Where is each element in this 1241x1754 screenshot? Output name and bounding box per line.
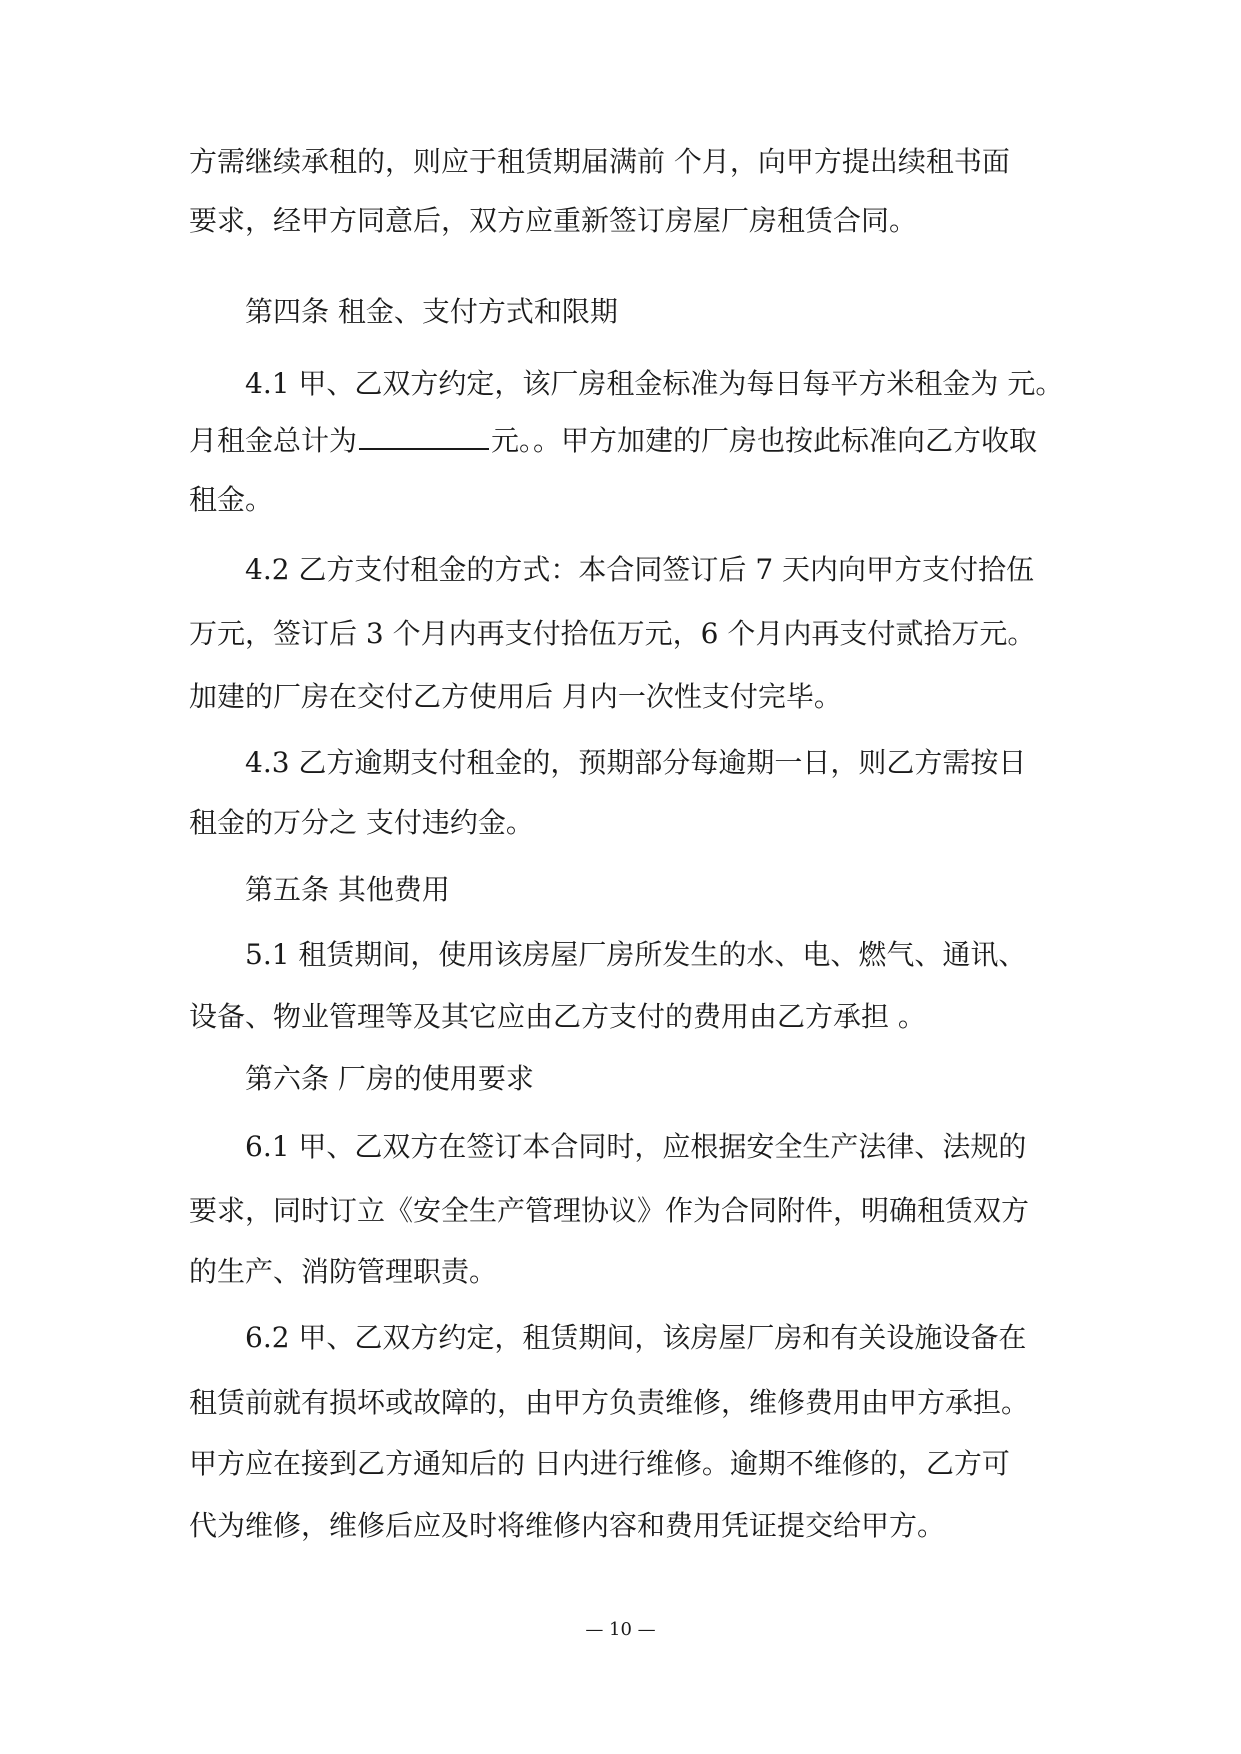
paragraph-line: 万元，签订后 3 个月内再支付拾伍万元，6 个月内再支付贰拾万元。 — [189, 617, 1036, 650]
paragraph-line: 4.3 乙方逾期支付租金的，预期部分每逾期一日，则乙方需按日 — [245, 746, 1027, 779]
paragraph-line: 租金的万分之 支付违约金。 — [189, 806, 534, 839]
paragraph-line: 设备、物业管理等及其它应由乙方支付的费用由乙方承担 。 — [189, 1000, 926, 1033]
line-text: 元。。甲方加建的厂房也按此标准向乙方收取 — [491, 424, 1038, 457]
paragraph-line — [189, 420, 1037, 460]
paragraph-line: 6.1 甲、乙双方在签订本合同时，应根据安全生产法律、法规的 — [245, 1130, 1027, 1163]
line-text: 月租金总计为 — [189, 424, 358, 457]
fill-in-blank — [359, 420, 489, 450]
section-heading-5: 第五条 其他费用 — [245, 873, 450, 906]
paragraph-line: 4.2 乙方支付租金的方式：本合同签订后 7 天内向甲方支付拾伍 — [245, 553, 1035, 586]
page-number: — 10 — — [585, 1619, 656, 1640]
paragraph-line: 要求，同时订立《安全生产管理协议》作为合同附件，明确租赁双方 — [189, 1194, 1030, 1227]
section-heading-6: 第六条 厂房的使用要求 — [245, 1062, 534, 1095]
paragraph-line: 租金。 — [189, 483, 274, 516]
paragraph-line: 6.2 甲、乙双方约定，租赁期间，该房屋厂房和有关设施设备在 — [245, 1321, 1027, 1354]
paragraph-line: 的生产、消防管理职责。 — [189, 1255, 498, 1288]
paragraph-line: 加建的厂房在交付乙方使用后 月内一次性支付完毕。 — [189, 680, 842, 713]
paragraph-line: 5.1 租赁期间，使用该房屋厂房所发生的水、电、燃气、通讯、 — [245, 938, 1027, 971]
section-heading-4: 第四条 租金、支付方式和限期 — [245, 295, 618, 328]
paragraph-line: 甲方应在接到乙方通知后的 日内进行维修。逾期不维修的，乙方可 — [189, 1447, 1010, 1480]
paragraph-line: 4.1 甲、乙双方约定，该厂房租金标准为每日每平方米租金为 元。 — [245, 367, 1064, 400]
paragraph-line: 要求，经甲方同意后，双方应重新签订房屋厂房租赁合同。 — [189, 204, 918, 237]
paragraph-line: 租赁前就有损坏或故障的，由甲方负责维修，维修费用由甲方承担。 — [189, 1386, 1030, 1419]
paragraph-line: 代为维修，维修后应及时将维修内容和费用凭证提交给甲方。 — [189, 1509, 946, 1542]
paragraph-line: 方需继续承租的，则应于租赁期届满前 个月，向甲方提出续租书面 — [189, 145, 1010, 178]
